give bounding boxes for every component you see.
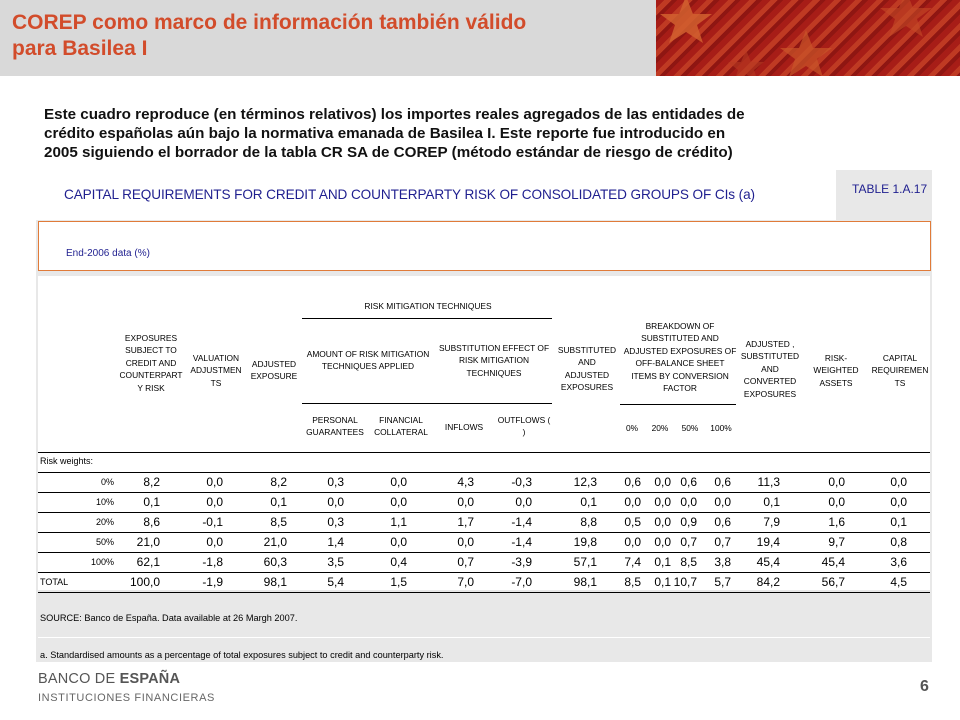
title-line-1: COREP como marco de información también válido <box>12 11 527 34</box>
intro-line-1: Este cuadro reproduce (en términos relativos) los importes reales agregados de las entidades de <box>44 106 745 123</box>
table-cell: 0,1 <box>654 555 671 569</box>
table-cell: 0,1 <box>763 495 780 509</box>
table-cell: 0,0 <box>828 475 845 489</box>
table-cell: 19,4 <box>756 535 780 549</box>
table-cell: 0,8 <box>890 535 907 549</box>
table-cell: 0,0 <box>890 475 907 489</box>
table-title: CAPITAL REQUIREMENTS FOR CREDIT AND COUNTERPARTY RISK OF CONSOLIDATED GROUPS OF CIs (a) <box>64 187 755 202</box>
header-amount-rmt: AMOUNT OF RISK MITIGATION TECHNIQUES APPLIED <box>306 349 430 372</box>
table-cell: 7,9 <box>763 515 780 529</box>
table-code: TABLE 1.A.17 <box>852 182 928 196</box>
table-cell: 5,7 <box>714 575 731 589</box>
table-cell: 7,4 <box>624 555 641 569</box>
row-label: 50% <box>95 537 114 547</box>
table-cell: 0,0 <box>206 475 223 489</box>
intro-line-2: crédito españolas aún bajo la normativa emanada de Basilea I. Este reporte fue introducido en <box>44 125 726 142</box>
intro-line-3: 2005 siguiendo el borrador de la tabla CR SA de COREP (método estándar de riesgo de crédito) <box>44 144 733 161</box>
header-factor-100: 100% <box>710 423 732 433</box>
star-decoration-icon <box>656 0 960 76</box>
table-cell: 0,1 <box>654 575 671 589</box>
table-cell: 98,1 <box>263 575 287 589</box>
table-cell: 0,5 <box>624 515 641 529</box>
table-cell: 0,6 <box>624 475 641 489</box>
header-substituted: SUBSTITUTED AND ADJUSTED EXPOSURES <box>557 345 617 393</box>
table-cell: -1,4 <box>511 515 532 529</box>
table-cell: 1,1 <box>390 515 407 529</box>
table-cell: 8,8 <box>580 515 597 529</box>
table-cell: 0,1 <box>580 495 597 509</box>
source-divider <box>38 637 930 638</box>
table-cell: 21,0 <box>263 535 287 549</box>
table-cell: 19,8 <box>573 535 597 549</box>
table-cell: 12,3 <box>573 475 597 489</box>
table-cell: 0,0 <box>654 515 671 529</box>
table-cell: 0,7 <box>714 535 731 549</box>
institution-label: INSTITUCIONES FINANCIERAS <box>38 692 215 704</box>
table-cell: 0,0 <box>457 495 474 509</box>
row-divider <box>38 532 930 533</box>
table-cell: 0,7 <box>680 535 697 549</box>
table-cell: -0,3 <box>511 475 532 489</box>
table-cell: 57,1 <box>573 555 597 569</box>
table-cell: 0,0 <box>654 495 671 509</box>
row-divider <box>38 492 930 493</box>
table-cell: 4,5 <box>890 575 907 589</box>
table-cell: 8,5 <box>624 575 641 589</box>
row-divider <box>38 472 930 473</box>
header-divider <box>302 318 552 319</box>
table-cell: 0,3 <box>327 515 344 529</box>
table-cell: 0,7 <box>457 555 474 569</box>
header-valuation: VALUATION ADJUSTMEN TS <box>190 353 242 388</box>
table-cell: 0,0 <box>515 495 532 509</box>
table-cell: -1,4 <box>511 535 532 549</box>
table-cell: 45,4 <box>821 555 845 569</box>
table-cell: 98,1 <box>573 575 597 589</box>
table-cell: 7,0 <box>457 575 474 589</box>
table-cell: 0,9 <box>680 515 697 529</box>
intro-paragraph <box>44 105 924 162</box>
row-divider <box>38 512 930 513</box>
table-cell: 0,0 <box>680 495 697 509</box>
table-cell: 56,7 <box>821 575 845 589</box>
header-risk-mitigation: RISK MITIGATION TECHNIQUES <box>364 301 492 311</box>
table-cell: 0,0 <box>390 475 407 489</box>
table-cell: 0,0 <box>654 475 671 489</box>
header-rwa: RISK- WEIGHTED ASSETS <box>813 353 859 388</box>
header-factor-0: 0% <box>625 423 639 433</box>
table-cell: 8,2 <box>270 475 287 489</box>
table-cell: 1,7 <box>457 515 474 529</box>
header-factor-20: 20% <box>651 423 669 433</box>
decorative-banner <box>656 0 960 76</box>
header-financial: FINANCIAL COLLATERAL <box>374 415 428 438</box>
table-cell: 8,2 <box>143 475 160 489</box>
table-cell: 1,6 <box>828 515 845 529</box>
table-cell: -7,0 <box>511 575 532 589</box>
table-cell: 3,8 <box>714 555 731 569</box>
table-cell: 0,6 <box>680 475 697 489</box>
row-divider <box>38 572 930 573</box>
row-label: 10% <box>95 497 114 507</box>
title-line-2: para Basilea I <box>12 37 148 60</box>
table-cell: 4,3 <box>457 475 474 489</box>
table-cell: 1,5 <box>390 575 407 589</box>
table-cell: 3,5 <box>327 555 344 569</box>
table-cell: 21,0 <box>136 535 160 549</box>
table-cell: 0,6 <box>714 475 731 489</box>
row-label: 20% <box>95 517 114 527</box>
header-divider <box>302 403 552 404</box>
table-cell: 0,0 <box>206 495 223 509</box>
page-number: 6 <box>920 678 929 695</box>
header-inflows: INFLOWS <box>444 422 484 432</box>
table-cell: 0,1 <box>270 495 287 509</box>
table-cell: 0,0 <box>327 495 344 509</box>
table-cell: 10,7 <box>673 575 697 589</box>
table-cell: 8,5 <box>270 515 287 529</box>
table-cell: 0,0 <box>624 495 641 509</box>
footnote-text: a. Standardised amounts as a percentage of total exposures subject to credit and counterparty risk. <box>40 650 444 660</box>
table-cell: 0,1 <box>890 515 907 529</box>
header-personal: PERSONAL GUARANTEES <box>306 415 364 438</box>
header-factor-50: 50% <box>681 423 699 433</box>
table-cell: 0,0 <box>624 535 641 549</box>
header-adjusted-converted: ADJUSTED , SUBSTITUTED AND CONVERTED EXPOSURES <box>740 339 800 399</box>
banco-de-espana-logo: BANCO DE ESPAÑA <box>38 671 181 687</box>
table-cell: 0,0 <box>390 535 407 549</box>
header-capital-requirements: CAPITAL REQUIREMEN TS <box>871 353 929 388</box>
row-label: TOTAL <box>40 577 69 587</box>
header-adjusted: ADJUSTED EXPOSURE <box>250 359 298 382</box>
header-divider <box>620 404 736 405</box>
table-cell: -1,9 <box>202 575 223 589</box>
table-cell: 62,1 <box>136 555 160 569</box>
table-cell: 9,7 <box>828 535 845 549</box>
table-cell: 8,6 <box>143 515 160 529</box>
header-substitution-effect: SUBSTITUTION EFFECT OF RISK MITIGATION TECHNIQUES <box>438 343 550 378</box>
table-cell: 60,3 <box>263 555 287 569</box>
header-outflows: OUTFLOWS ( ) <box>497 415 551 438</box>
table-cell: 11,3 <box>757 475 780 489</box>
table-cell: 0,1 <box>143 495 160 509</box>
table-cell: 3,6 <box>890 555 907 569</box>
table-cell: 0,0 <box>206 535 223 549</box>
source-text: SOURCE: Banco de España. Data available at 26 Margh 2007. <box>40 613 298 623</box>
page-title <box>12 10 632 62</box>
table-subtitle: End-2006 data (%) <box>66 248 150 259</box>
table-cell: -1,8 <box>202 555 223 569</box>
row-label: 0% <box>100 477 114 487</box>
row-divider <box>38 592 930 593</box>
row-divider <box>38 452 930 453</box>
table-cell: 84,2 <box>756 575 780 589</box>
table-cell: 0,0 <box>890 495 907 509</box>
table-cell: 0,0 <box>654 535 671 549</box>
table-cell: 0,0 <box>457 535 474 549</box>
table-cell: 8,5 <box>680 555 697 569</box>
table-cell: 0,3 <box>327 475 344 489</box>
table-cell: 1,4 <box>327 535 344 549</box>
row-label: 100% <box>90 557 114 567</box>
table-cell: 100,0 <box>129 575 160 589</box>
table-cell: 5,4 <box>327 575 344 589</box>
table-cell: 0,0 <box>828 495 845 509</box>
table-cell: 0,0 <box>714 495 731 509</box>
table-cell: 0,6 <box>714 515 731 529</box>
table-cell: 45,4 <box>756 555 780 569</box>
table-cell: 0,4 <box>390 555 407 569</box>
risk-weights-label: Risk weights: <box>40 456 94 466</box>
header-breakdown: BREAKDOWN OF SUBSTITUTED AND ADJUSTED EXPOSURES OF OFF-BALANCE SHEET ITEMS BY CONVERSION FACTOR <box>623 321 737 394</box>
table-cell: 0,0 <box>390 495 407 509</box>
row-divider <box>38 552 930 553</box>
subtitle-box <box>38 221 931 271</box>
header-exposures: EXPOSURES SUBJECT TO CREDIT AND COUNTERPART Y RISK <box>119 333 183 393</box>
table-cell: -3,9 <box>511 555 532 569</box>
table-cell: -0,1 <box>202 515 223 529</box>
